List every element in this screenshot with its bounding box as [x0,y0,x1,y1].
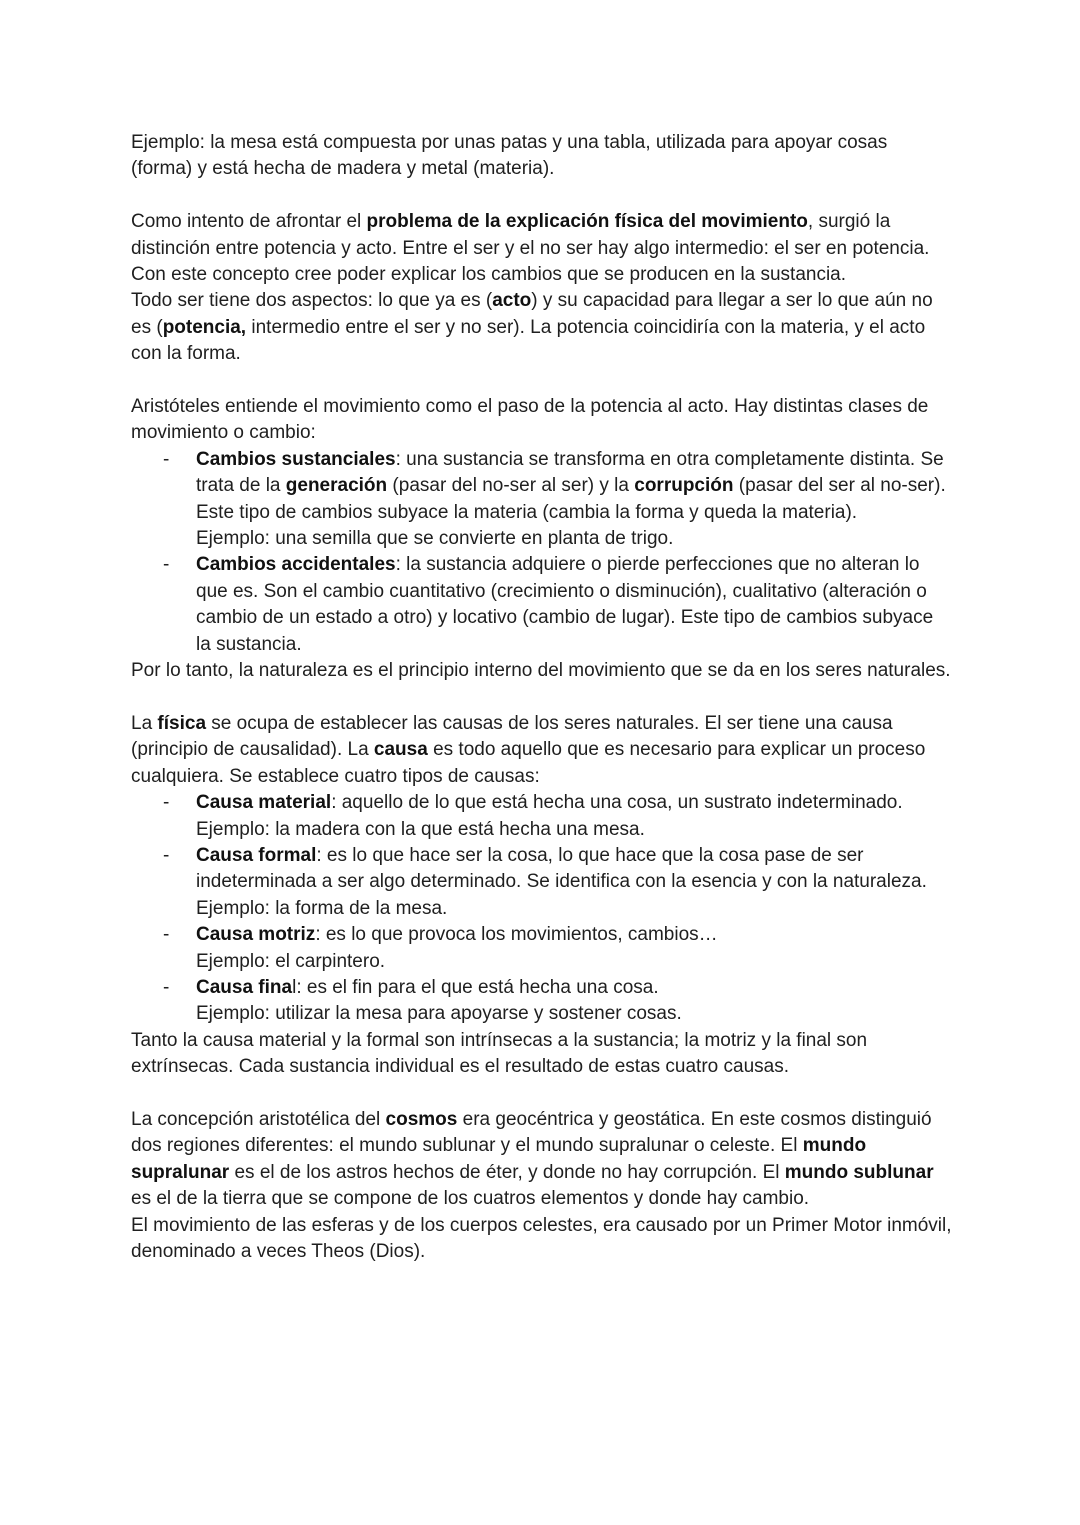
bold-term: Causa material [196,792,332,814]
text-run: (pasar del no-ser al ser) y la [387,475,635,497]
bold-term: mundo sublunar [784,1161,934,1183]
text-run: : aquello de lo que está hecha una cosa, un sustrato indeterminado. [331,792,903,814]
example-line: Ejemplo: el carpintero. [196,950,386,972]
bold-term: física [157,712,207,734]
text-run: : es lo que hace ser la cosa, lo que hace que la cosa pase de ser indeterminada a ser algo determinado. Se identifica con la esencia y con la naturaleza. [196,844,927,893]
text-run: es todo aquello que es necesario para explicar un proceso cualquiera. Se establece cuatro tipos de causas: [131,739,926,787]
movimiento-intro: Aristóteles entiende el movimiento como el paso de la potencia al acto. Hay distintas clases de movimiento o cambio: [131,396,929,444]
bold-term: cosmos [385,1108,458,1130]
text-run: : una sustancia se transforma en otra completamente distinta. Se trata de la [196,448,944,497]
text-run: , surgió la distinción entre potencia y acto. Entre el ser y el no ser hay algo intermedio: el ser en potencia. Con este concepto cree poder explicar los cambios que se producen en la sustancia. [131,211,930,286]
example-text: Ejemplo: la mesa está compuesta por unas patas y una tabla, utilizada para apoyar cosas (forma) y está hecha de madera y metal (materia). [131,132,888,180]
potencia-acto-paragraph-1 [131,209,952,288]
bold-term: problema de la explicación física del movimiento [366,211,808,233]
text-run: Todo ser tiene dos aspectos: lo que ya es ( [131,290,493,312]
example-line: Ejemplo: una semilla que se convierte en planta de trigo. [196,528,674,550]
text-run: La [131,712,158,734]
example-line: Ejemplo: utilizar la mesa para apoyarse y sostener cosas. [196,1003,682,1025]
potencia-acto-paragraph-2 [131,288,952,367]
example-line: Ejemplo: la madera con la que está hecha una mesa. [196,818,645,840]
text-run: es el de la tierra que se compone de los cuatros elementos y donde hay cambio. [131,1188,810,1210]
paragraph-gap [131,1081,952,1107]
text-run: : es lo que provoca los movimientos, cambios… [315,924,718,946]
text-run: es el de los astros hechos de éter, y donde no hay corrupción. El [229,1161,785,1183]
paragraph-gap [131,685,952,711]
list-item-causa-formal [196,843,952,922]
bold-term: corrupción [634,475,734,497]
bold-term: potencia, [162,316,247,338]
text-run: ) y su capacidad para llegar a ser lo que aún no es ( [131,290,933,338]
bold-term: Causa formal [196,844,317,866]
list-item-causa-material [196,790,952,843]
bold-term: Cambios sustanciales [196,448,396,470]
causas-list [131,790,952,1028]
text-run: Como intento de afrontar el [131,211,367,233]
text-run: : la sustancia adquiere o pierde perfecciones que no alteran lo que es. Son el cambio cuantitativo (crecimiento o disminución), cualitativo (alteración o cambio de un estado a otro) y locativo (cambio de lugar). Este tipo de cambios subyace la sustancia. [196,554,934,655]
text-run: intermedio entre el ser y no ser). La potencia coincidiría con la materia, y el acto con la forma. [131,316,926,365]
paragraph-gap [131,368,952,394]
causas-conclusion: Tanto la causa material y la formal son intrínsecas a la sustancia; la motriz y la final son extrínsecas. Cada sustancia individual es el resultado de estas cuatro causas. [131,1029,868,1078]
bold-term: generación [285,475,388,497]
paragraph-gap [131,183,952,209]
list-item-cambios-accidentales [196,552,952,658]
list-item-causa-motriz [196,922,952,975]
cambios-list [131,447,952,658]
text-run: se ocupa de establecer las causas de los seres naturales. El ser tiene una causa (principio de causalidad). La [131,712,893,761]
movimiento-conclusion: Por lo tanto, la naturaleza es el principio interno del movimiento que se da en los seres naturales. [131,660,951,682]
example-line: Ejemplo: la forma de la mesa. [196,897,448,919]
list-item-cambios-sustanciales [196,447,952,553]
causas-intro [131,711,952,790]
cosmos-paragraph-2: El movimiento de las esferas y de los cuerpos celestes, era causado por un Primer Motor inmóvil, denominado a veces Theos (Dios). [131,1214,952,1262]
bold-term: mundo supralunar [131,1135,867,1183]
bold-term: acto [492,290,532,312]
bold-term: Causa motriz [196,924,316,946]
bold-term: causa [373,739,428,761]
text-run: l: es el fin para el que está hecha una cosa. [292,976,659,998]
bold-term: Cambios accidentales [196,554,396,576]
example-paragraph [131,130,952,183]
cosmos-paragraph-1 [131,1107,952,1213]
text-run: (pasar del ser al no-ser). Este tipo de cambios subyace la materia (cambia la forma y queda la materia). [196,475,946,523]
bold-term: Causa fina [196,976,293,998]
text-run: La concepción aristotélica del [131,1108,386,1130]
list-item-causa-final [196,975,952,1028]
text-run: era geocéntrica y geostática. En este cosmos distinguió dos regiones diferentes: el mundo sublunar y el mundo supralunar o celeste. El [131,1108,932,1157]
